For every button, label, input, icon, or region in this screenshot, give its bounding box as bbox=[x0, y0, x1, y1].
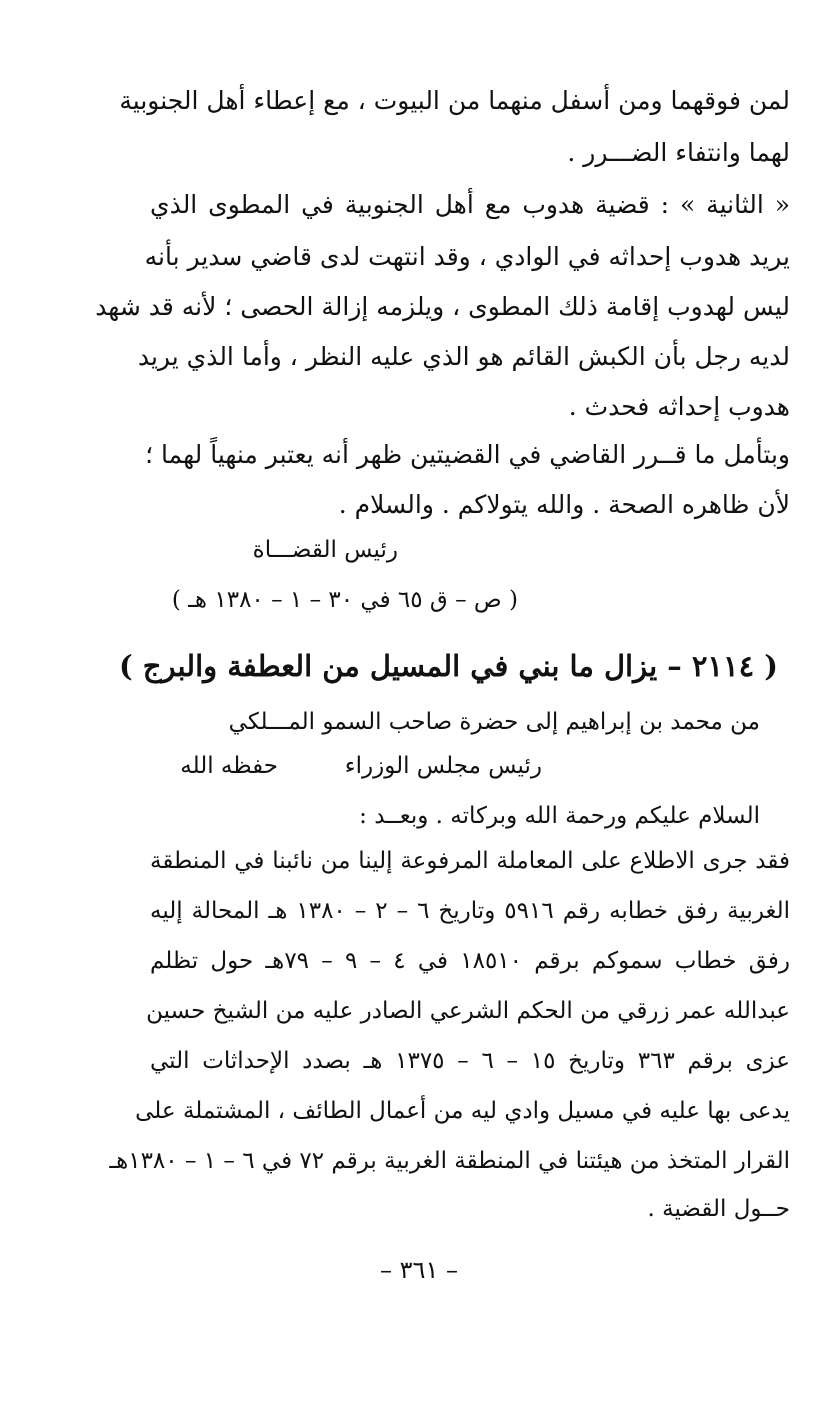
text-line-8: وبتأمل ما قــرر القاضي في القضيتين ظهر أنه يعتبر منهياً لهما ؛ bbox=[145, 440, 790, 469]
text-line-3: « الثانية » : قضية هدوب مع أهل الجنوبية في المطوى الذي bbox=[150, 190, 790, 219]
signature-reference: ( ص – ق ٦٥ في ٣٠ – ١ – ١٣٨٠ هـ ) bbox=[171, 587, 518, 613]
text-line-7: هدوب إحداثه فحدث . bbox=[568, 392, 790, 421]
body-line-2: الغربية رفق خطابه رقم ٥٩١٦ وتاريخ ٦ – ٢ – ١٣٨٠ هـ المحالة إليه bbox=[150, 898, 791, 924]
page-number: – ٣٦١ – bbox=[380, 1256, 458, 1284]
greeting: السلام عليكم ورحمة الله وبركاته . وبعــد : bbox=[359, 803, 760, 829]
text-line-9: لأن ظاهره الصحة . والله يتولاكم . والسلام . bbox=[338, 490, 790, 519]
signature-title: رئيس القضـــاة bbox=[252, 537, 398, 563]
text-line-1: لمن فوقهما ومن أسفل منهما من البيوت ، مع إعطاء أهل الجنوبية bbox=[119, 86, 790, 115]
body-line-4: عبدالله عمر زرقي من الحكم الشرعي الصادر عليه من الشيخ حسين bbox=[146, 998, 790, 1024]
body-line-7: القرار المتخذ من هيئتنا في المنطقة الغربية برقم ٧٢ في ٦ – ١ – ١٣٨٠هـ bbox=[109, 1148, 790, 1174]
body-line-5: عزى برقم ٣٦٣ وتاريخ ١٥ – ٦ – ١٣٧٥ هـ بصدد الإحداثات التي bbox=[150, 1048, 791, 1074]
address-line-1: من محمد بن إبراهيم إلى حضرة صاحب السمو المـــلكي bbox=[228, 709, 760, 735]
body-line-1: فقد جرى الاطلاع على المعاملة المرفوعة إلينا من نائبنا في المنطقة bbox=[150, 848, 790, 874]
text-line-2: لهما وانتفاء الضـــرر . bbox=[567, 138, 790, 167]
text-line-4: يريد هدوب إحداثه في الوادي ، وقد انتهت لدى قاضي سدير بأنه bbox=[144, 242, 790, 271]
section-heading: ( ٢١١٤ – يزال ما بني في المسيل من العطفة والبرج ) bbox=[118, 649, 778, 683]
address-blessing: حفظه الله bbox=[180, 753, 278, 779]
address-recipient-title: رئيس مجلس الوزراء bbox=[344, 753, 542, 779]
body-line-6: يدعى بها عليه في مسيل وادي ليه من أعمال الطائف ، المشتملة على bbox=[135, 1098, 790, 1124]
text-line-6: لديه رجل بأن الكبش القائم هو الذي عليه النظر ، وأما الذي يريد bbox=[137, 342, 790, 371]
text-line-5: ليس لهدوب إقامة ذلك المطوى ، ويلزمه إزالة الحصى ؛ لأنه قد شهد bbox=[95, 292, 790, 321]
body-line-8: حــول القضية . bbox=[647, 1196, 790, 1222]
body-line-3: رفق خطاب سموكم برقم ١٨٥١٠ في ٤ – ٩ – ٧٩هـ حول تظلم bbox=[150, 948, 791, 974]
